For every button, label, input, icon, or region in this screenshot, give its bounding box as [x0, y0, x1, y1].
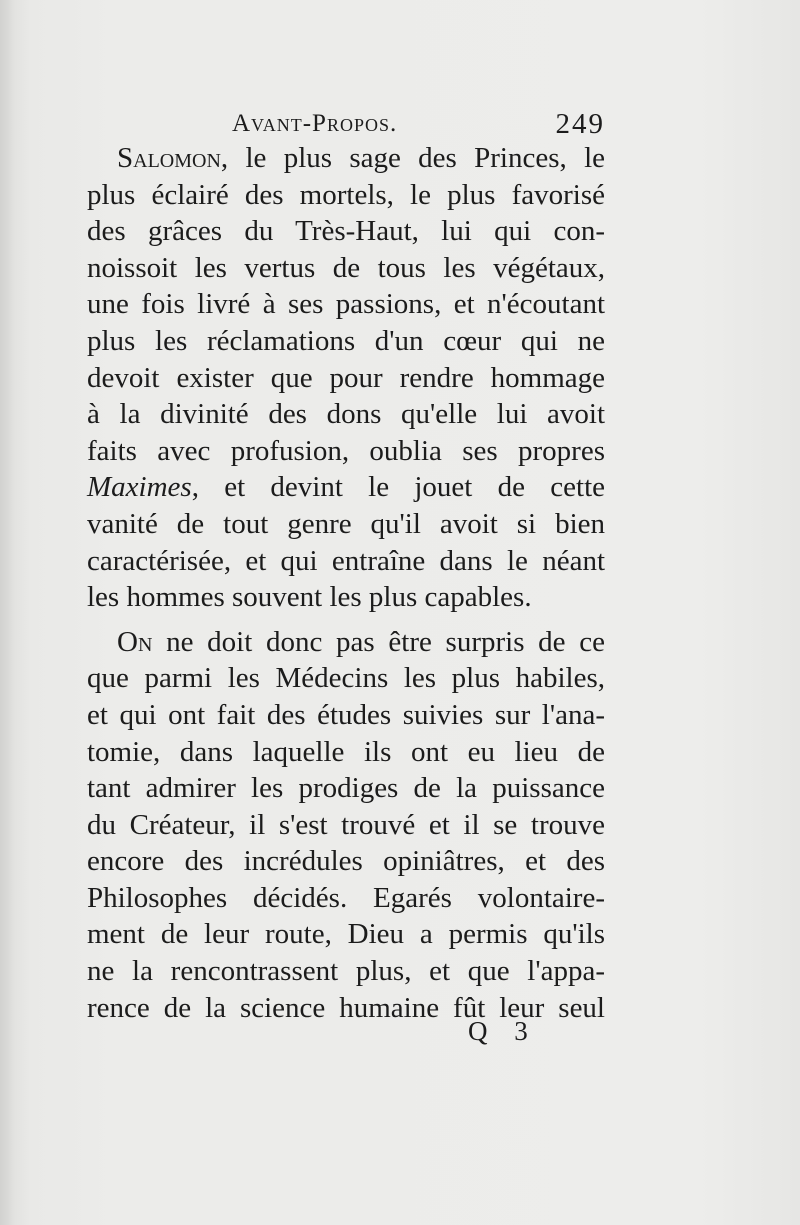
text-line-rest: , et devint le jouet de cette [191, 471, 605, 504]
text-line: tant admirer les prodiges de la puissance [87, 772, 605, 805]
text-line: les hommes souvent les plus capables. [87, 581, 532, 614]
text-line: tomie, dans laquelle ils ont eu lieu de [87, 735, 605, 768]
text-line: caractérisée, et qui entraîne dans le néant [87, 544, 605, 577]
text-line [87, 140, 605, 177]
body-text [87, 140, 605, 1026]
text-line: à la divinité des dons qu'elle lui avoit [87, 398, 605, 431]
text-line: et qui ont fait des études suivies sur l'ana- [87, 698, 605, 731]
lead-word: Salomon [117, 142, 221, 174]
text-line: des grâces du Très-Haut, lui qui con- [87, 215, 605, 248]
gutter-shadow [0, 0, 14, 1225]
italic-word: Maximes [87, 471, 192, 504]
text-line: faits avec profusion, oublia ses propres [87, 434, 605, 467]
text-line: une fois livré à ses passions, et n'écoutant [87, 288, 605, 321]
text-line: vanité de tout genre qu'il avoit si bien [87, 507, 605, 540]
text-line: devoit exister que pour rendre hommage [87, 361, 605, 394]
lead-word: On [117, 625, 153, 658]
text-line: plus les réclamations d'un cœur qui ne [87, 324, 605, 357]
signature-mark: Q 3 [468, 1016, 538, 1046]
text-line: plus éclairé des mortels, le plus favorisé [87, 178, 605, 211]
text-line: noissoit les vertus de tous les végétaux, [87, 251, 605, 284]
text-line [87, 624, 605, 661]
text-line: encore des incrédules opiniâtres, et des [87, 845, 605, 878]
text-line: ment de leur route, Dieu a permis qu'ils [87, 918, 605, 951]
text-line: du Créateur, il s'est trouvé et il se trouve [87, 808, 605, 841]
text-line [87, 469, 605, 506]
running-title: Avant-Propos. [232, 110, 398, 137]
running-head [90, 104, 605, 144]
text-line-rest: , le plus sage des Princes, le [220, 142, 605, 174]
text-line: Philosophes décidés. Egarés volontaire- [87, 881, 605, 914]
text-line: ne la rencontrassent plus, et que l'appa- [87, 955, 605, 988]
text-line: que parmi les Médecins les plus habiles, [87, 662, 605, 695]
paragraph-gap [87, 616, 605, 624]
text-line: rence de la science humaine fût leur seul [87, 991, 605, 1024]
page-number: 249 [555, 108, 605, 140]
text-line-rest: ne doit donc pas être surpris de ce [152, 625, 605, 658]
